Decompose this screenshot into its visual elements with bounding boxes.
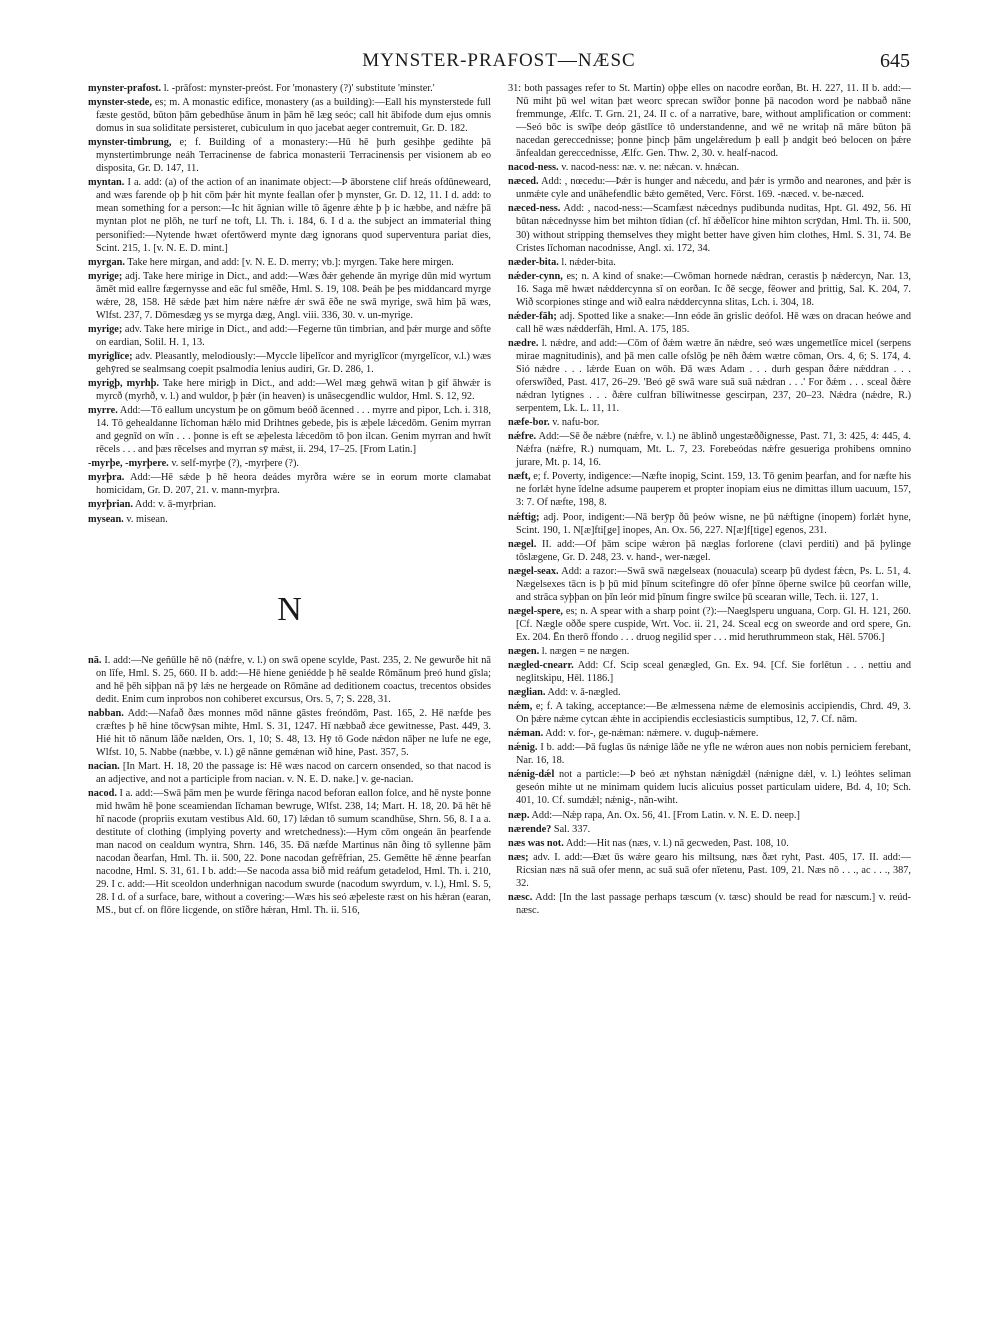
dictionary-entry [88, 760, 491, 786]
page-header [88, 50, 910, 76]
entry-headword: næfe-bor. [508, 417, 550, 429]
entry-headword: mynster-stede, [88, 97, 152, 109]
page-number: 645 [880, 50, 910, 72]
entry-headword: nægel-seax. [508, 565, 559, 577]
dictionary-entry [88, 96, 491, 135]
dictionary-entry [88, 270, 491, 322]
dictionary-entry [508, 891, 911, 917]
dictionary-entry [508, 337, 911, 415]
dictionary-entry [88, 82, 491, 95]
entry-headword: næsc. [508, 891, 533, 903]
entry-text: l. nǽdre, and add:—Cōm of ðǽm wætre ān nǽdre, seó wæs ungemetlīce micel (serpens mirae magnitudinis), and þā men calle ofslōg þe nēh ðǽm wætre cōman, Ors. 4, 6; S. 174, 4. Sió nǽdre . . . lǽrde Euan on wōh. Ðā wæs Adam . . . durh gespan ðǽre nǽddran . . . oferswīðed, Past. 417, 26–29. 'Beó gē swā ware suā suā nǽdran . . .' For ðǽm . . . sceal ðǽre nǽdran lytignes . . . ðǽre culfran bīliwitnesse gescirpan, 237, 20–23. Nǽdra (nǽdre, R.) serpentem, Lk. L. 11, 11. [516, 337, 911, 415]
entry-headword: næs was not. [508, 837, 564, 849]
entry-text: I a. add:—Swā þām men þe wurde fēringa nacod beforan eallon folce, and hē nyste þonne mid hwām hē þone sceamiendan līchaman bewruge, Wlfst. 238, 14; Mart. H. 18, 20. Þā hēt hē hī nacode (propriis exutam vestibus Ald. 60, 17) lǽdan tō sumum scandhūse, Shrn. 56, 8. I a a. destitute of clothing (implying poverty and wretchedness):—Hym cōm ongeán ān þearfende man nacod on cealdum wyntra, Shrn. 146, 35. Ðā næfde Martinus nān ðing tō syllenne þām nacodan ðearfan, Hml. Th. ii. 500, 22. Þone nacodan gefrēfrian, 25. Gemētte hē ǽnne þearfan nacodne, Hml. S. 31, 61. I b. add:—Se nacoda assa bið mid reáfum getadelod, Hml. Th. i. 210, 29. I c. add:—Hit sceoldon underhnigan nacodum swurde (nacodum swyrdum, v. l.), Hml. S. 5, 28. I d. of a surface, bare, without a covering:—Wæs his seó æþeleste ræst on his hǽran (earan, MS., but cf. on flōre licgende, on stīðre hǽran, Hml. Th. ii. 516, [96, 788, 491, 917]
right-column [508, 82, 911, 1327]
entry-headword: -myrþe, -myrþere. [88, 458, 169, 470]
entry-text: Add: , nœcedu:—Þǽr is hunger and nǽcedu, and þǽr is yrmðo and nearones, and þǽr is unmǽte cyle and unāhefendlic bǽto gemēted, Verc. Först. 169. -næced. v. be-næced. [516, 176, 911, 201]
entry-text: es; n. A kind of snake:—Cwōman hornede nǽdran, cerastis þ nǽdercyn, Nar. 13, 16. Saga mē hwæt nǽddercynna sī on eorðan. Ic ðē secge, fēower and þrittig, Sal. K. 204, 7. Wið scorpiones stinge and wið ealra nǽddercynna slitas, Lch. i. 304, 18. [516, 270, 911, 308]
dictionary-entry [88, 136, 491, 175]
dictionary-entry [508, 565, 911, 604]
entry-headword: nægel. [508, 538, 537, 550]
dictionary-entry [508, 768, 911, 807]
entry-headword: nǽm, [508, 701, 533, 713]
dictionary-entry [88, 404, 491, 456]
entry-headword: nacian. [88, 760, 120, 772]
dictionary-entry [508, 511, 911, 537]
entry-text: Add:—Sē ðe nǽbre (nǽfre, v. l.) ne āblinð ungestæððignesse, Past. 71, 3: 425, 4: 445, 4. Nǽfra (nǽfre, R.) numquam, Mt. L. 7, 23. Forebeódas nǽfre gesueriga prohibens omnino jurare, Mt. p. 14, 16. [516, 431, 911, 469]
dictionary-entry [508, 161, 911, 174]
dictionary-entry [508, 645, 911, 658]
entry-text: I. add:—Ne geñūlle hē nō (nǽfre, v. l.) on swā opene scylde, Past. 235, 2. Ne gewurðe hit nā on līfe, Hml. S. 25, 660. II b. add:—Hē hiene geniédde þ hē sealde Rōmānum þreó hund gīsla; and hē þēh siþþan nā þȳ lǽs ne hergeade on Rōmāne ad deditionem coactus, trecentos obsides dedit. Enim cum inprobos non cohiberet excursus, Ors. 5, 7; S. 228, 31. [96, 654, 491, 705]
entry-text: adv. Pleasantly, melodiously:—Myccle liþelīcor and myriglīcor (myrgelīcor, v.l.) wæs gehȳred se sealmsang coepit psalmodia lenius audiri, Gr. D. 286, 1. [96, 350, 491, 375]
entry-headword: nā. [88, 654, 102, 666]
entry-text: Add: Cf. Scip sceal genægled, Gn. Ex. 94. [Cf. Sie forlētun . . . nettiu and neglitskipu, Hēl. 1186.] [516, 660, 911, 685]
dictionary-entry [88, 707, 491, 759]
entry-headword: myrige; [88, 270, 123, 282]
entry-headword: nacod. [88, 788, 117, 800]
entry-text: l. -prāfost: mynster-preóst. For 'monastery (?)' substitute 'minster.' [163, 83, 435, 94]
entry-headword: myrþrian. [88, 499, 133, 511]
entry-text: adj. Take here mirige in Dict., and add:—Wæs ðǽr gehende ān myrige dūn mid wyrtum āmēt mid eallre fægernysse and eāc ful smēðe, Hml. S. 19, 108. Þeáh þe þes middancard myrge wǽre, 28, 158. Hē sǽde þæt him nǽre nǽfre ǽr swā ēðe ne swā myrige, swā him þā wæs, Wlfst. 237, 7. Dōmesdæg ys se myrga dæg, Angl. viii. 336, 30. v. un-myrige. [96, 270, 491, 321]
dictionary-entry [508, 256, 911, 269]
entry-headword: nærende? [508, 823, 552, 835]
section-letter: N [277, 590, 302, 628]
entry-headword: næced. [508, 176, 539, 188]
dictionary-entry [508, 175, 911, 201]
dictionary-entry [88, 513, 491, 526]
dictionary-entry [508, 82, 911, 160]
entry-text: adj. Poor, indigent:—Nā berȳp ðū þeów wisne, ne þū nǽftigne (inopem) forlǽt hyne, Scint. 190, 1. N[æ]fti[ge] inopes, An. Ox. 56, 227. N[æ]f[tige] egenos, 231. [516, 511, 911, 536]
dictionary-entry [88, 654, 491, 706]
entry-headword: mynster-prafost. [88, 83, 162, 94]
entry-headword: nabban. [88, 707, 124, 719]
entry-text: 31: both passages refer to St. Martin) oþþe elles on nacodre eorðan, Bt. H. 227, 11. II b. add:—Nū miht þū wel witan þæt weorc sprecan swīðor þonne þā nacodon word þe nabbað nāne fremmunge, Ælfc. T. Grn. 21, 24. II c. of a narrative, bare, without amplification or comment:—Seó bōc is swīþe deóp gāstlīce tō understandenne, and wē ne writaþ nā māre būton þā nacedan gereccednisse; þonne þincþ þām ungelǽredum þ eall þ andgit beó belocen on þǽre ānfealdan gereccednisse, Ælfc. Gen. Thw. 2, 30. v. healf-nacod. [508, 83, 911, 160]
dictionary-entry [88, 350, 491, 376]
entry-headword: nægel-spere, [508, 605, 564, 617]
dictionary-entry [508, 310, 911, 336]
entry-headword: myrige; [88, 323, 123, 335]
dictionary-entry [88, 457, 491, 470]
dictionary-entry [508, 686, 911, 699]
entry-text: adv. I. add:—Ðæt ūs wǽre gearo his miltsung, næs ðæt ryht, Past. 405, 17. II. add:—Ricsian næs nā suā ofer menn, ac suā suā ofer nīetenu, Past. 109, 21. Næs nō . . ., ac . . ., 387, 32. [516, 851, 911, 889]
dictionary-entry [88, 323, 491, 349]
entry-text: Take here mirigþ in Dict., and add:—Wel mæg gehwā witan þ gif āhwǽr is myrcð (myrhð, v. l.) and wuldor, þ þǽr (in heaven) is unāsecgendlic wuldor, Hml. S. 12, 92. [96, 378, 491, 403]
entry-text: Add:—Nafað ðæs monnes mōd nānne gāstes freóndōm, Past. 165, 2. Hē næfde þes cræftes þ hē hine tōcwȳsan mihte, Hml. S. 31, 1247. Hī næbbað ǽce gewitnesse, Past. 449, 3. Hié hit tō nānum lāðe nælden, Ors. 1, 10; S. 48, 13. Hȳ tō Gode nǽdon nāþer ne lufe ne ege, Wlfst. 10, 5. Nabbe (næbbe, v. l.) gē nānne gemǽnan wið hine, Past. 357, 5. [96, 707, 491, 758]
entry-headword: næglian. [508, 687, 546, 699]
entry-headword: nægled-cnearr. [508, 660, 574, 672]
entry-headword: næced-ness. [508, 203, 561, 215]
entry-text: not a particle:—Þ beó æt nȳhstan nǽnigdǽl (nǽnigne dǽl, v. l.) leóhtes seliman geseón mihte ut ne minimam quidem lucis alicuius posset particulam uidere, Bd. 4, 10; Sch. 401, 10. Cf. sumdǽl; nǽnig-, nān-wiht. [516, 769, 911, 807]
dictionary-entry [508, 727, 911, 740]
entry-headword: myriglīce; [88, 350, 133, 362]
entry-headword: næs; [508, 851, 529, 863]
entry-text: Add:—Hit nas (næs, v. l.) nā gecweden, Past. 108, 10. [565, 837, 789, 849]
dictionary-entry [508, 700, 911, 726]
entry-text: v. self-myrþe (?), -myrþere (?). [171, 458, 300, 470]
entry-headword: næp. [508, 809, 530, 821]
entry-text: es; m. A monastic edifice, monastery (as a building):—Eall his mynsterstede full fæste gestōd, būton þām gebedhūse ānum in þām hē læg seóc; call hit ābifode dum ejus omnis domus in sua soliditate persisteret, cubiculum in quo jacebat aeger contremuit, Gr. D. 182. [96, 97, 491, 135]
dictionary-entry [508, 416, 911, 429]
dictionary-entry [508, 605, 911, 644]
entry-text: adv. Take here mirige in Dict., and add:—Fegerne tūn timbrian, and þǽr murge and sōfte on eardian, Solil. H. 1, 13. [96, 323, 491, 348]
dictionary-entry [508, 659, 911, 685]
entry-headword: nǽder-fāh; [508, 310, 557, 322]
running-head: MYNSTER-PRAFOST—NÆSC [362, 50, 636, 71]
entry-text: Take here mirgan, and add: [v. N. E. D. merry; vb.]: myrgen. Take here mirgen. [127, 256, 454, 268]
entry-headword: myrigþ, myrhþ. [88, 378, 159, 390]
dictionary-entry [88, 176, 491, 254]
entry-text: v. nafu-bor. [552, 417, 600, 429]
dictionary-entry [508, 851, 911, 890]
entry-text: Add: , nacod-ness:—Scamfæst nǽcednys pudibunda nuditas, Hpt. Gl. 492, 56. Hī būtan nǽcednysse him bet mihton tīdian (cf. hī ǽðelīcor hine mihton scrȳdan, Hml. Th. ii. 500, 30) without stripping themselves they might better have given him clothes, Hml. S. 31, 74. Be Cristes līchoman nacodnisse, Angl. xi. 172, 34. [516, 203, 911, 254]
entry-text: Add: a razor:—Swā swā nægelseax (nouacula) scearp þū dydest fǽcn, Ps. L. 51, 4. Nægelsexes tācn is þ þū mid þīnum scitefingre dō ofer þīnne ōþerne swilce þū ceorfan wille, and strāca syþþan on þīn leór mid þīnum fingre swilce þū scearan wille, Tech. ii. 127, 1. [516, 565, 911, 603]
entry-text: Add:—Hē sǽde þ hē heora deádes myrðra wǽre se in eorum morte clamabat homicidam, Gr. D. 207, 21. v. mann-myrþra. [96, 472, 491, 497]
entry-text: I b. add:—Þā fuglas ūs nǽnige lāðe ne yfle ne wǽron aues non nobis perniciem ferebant, Nar. 16, 18. [516, 742, 911, 767]
dictionary-entry [508, 202, 911, 254]
dictionary-entry [508, 809, 911, 822]
entry-text: l. nægen = ne nægen. [541, 645, 630, 657]
dictionary-entry [508, 741, 911, 767]
entry-headword: nacod-ness. [508, 162, 559, 174]
dictionary-entry [88, 787, 491, 917]
dictionary-entry [508, 837, 911, 850]
entry-text: II. add:—Of þām scipe wǽron þā næglas forlorene (clavi perditi) and þā þylinge tōslægene, Gr. D. 248, 23. v. hand-, wer-nægel. [516, 538, 911, 563]
entry-text: Add: v. ā-myrþrian. [134, 499, 217, 511]
entry-headword: myrþra. [88, 472, 125, 484]
dictionary-entry [508, 538, 911, 564]
entry-text: adj. Spotted like a snake:—Inn eóde ān grislic deófol. Hē wæs on dracan heówe and call hē wæs nǽdderfāh, Hml. A. 175, 185. [516, 310, 911, 335]
entry-headword: nægen. [508, 645, 540, 657]
dictionary-entry [508, 270, 911, 309]
entry-headword: næder-bita. [508, 256, 559, 268]
entry-headword: nǽfre. [508, 431, 537, 443]
left-column [88, 82, 491, 1327]
entry-headword: nædre. [508, 337, 539, 349]
entry-text: Add:—Nǽp rapa, An. Ox. 56, 41. [From Latin. v. N. E. D. neep.] [531, 809, 800, 821]
entry-headword: myntan. [88, 177, 125, 189]
entry-headword: myrgan. [88, 256, 125, 268]
dictionary-entry [88, 256, 491, 269]
entry-text: Add: v. for-, ge-nǽman: nǽmere. v. duguþ-nǽmere. [545, 728, 759, 740]
entry-headword: nǽman. [508, 728, 544, 740]
entry-text: es; n. A spear with a sharp point (?):—Naeglsperu unguana, Corp. Gl. H. 121, 260. [Cf. Nægle oððe spere cuspide, Wrt. Voc. ii. 21, 24. Sceal ecg on sweorde and ord spere, Gn. Ex. 204. Ēn therō ffondo . . . druog negilid sper . . . mid heruthrummeon stak, Hēl. 5706.] [516, 605, 911, 643]
dictionary-entry [508, 823, 911, 836]
entry-text: Add:—Tō eallum uncystum þe on gōmum beóð ācenned . . . myrre and pipor, Lch. i. 318, 14. Tō gehealdanne līchoman hǽlo mid Drihtnes gebede, þis is æþele lǽcedōm. Genim myrran and gegnīd on wīn . . . þonne is eft se æþelesta lǽcedōm tō þon ilcan. Genim myrran and hwīt rēcels . . . and þæs rēcelses and myrran sȳ mǽst, ii. 294, 17–25. [From Latin.] [96, 405, 491, 456]
entry-text: l. nǽder-bita. [561, 256, 616, 268]
dictionary-entry [508, 430, 911, 469]
entry-text: Add: v. ā-nægled. [547, 687, 621, 699]
entry-headword: næft, [508, 471, 531, 483]
dictionary-entry [508, 470, 911, 509]
entry-headword: nǽnig-dǽl [508, 769, 555, 781]
dictionary-entry [88, 471, 491, 497]
entry-headword: mysean. [88, 513, 124, 525]
entry-headword: nǽftig; [508, 511, 540, 523]
entry-text: I a. add: (a) of the action of an inanimate object:—Þ āborstene clif hreás ofdūneweard, and wæs farende oþ þ hit cōm þǽr hit mynte feallan ofer þ mynster, Gr. D. 12, 11. I d. add: to mean something for a person:—Ic hit āgnian wille tō āgenre ǽhte þ þ ic hæbbe, and nǽfre þā myntan plot ne plōh, ne turf ne toft, Ll. Th. i. 184, 6. I d a. the subject an immaterial thing personified:—Nytende hwæt ofertōwerd mynte dæg ignorans quod superventura pariat dies, Scint. 215, 1. [v. N. E. D. mint.] [96, 177, 491, 254]
entry-headword: nǽnig. [508, 742, 538, 754]
entry-headword: myrre. [88, 405, 118, 417]
entry-headword: mynster-timbrung, [88, 137, 172, 149]
entry-text: Add: [In the last passage perhaps tæscum (v. tæsc) should be read for næscum.] v. reúd-næsc. [516, 891, 911, 916]
entry-text: e; f. Poverty, indigence:—Næfte inopig, Scint. 159, 13. Tō genim þearfan, and for næfte his ne forlǽt hyne īdelne adsume pauperem et propter inopiam eius ne dimittas illum uacuum, 157, 3: 7. Of næfte, 198, 8. [516, 471, 911, 509]
entry-headword: nǽder-cynn, [508, 270, 563, 282]
entry-text: [In Mart. H. 18, 20 the passage is: Hē wæs nacod on carcern onsended, so that nacod is an adjective, and not a participle from nacian. v. N. E. D. nake.] v. ge-nacian. [96, 760, 491, 785]
entry-text: v. misean. [126, 513, 168, 525]
entry-text: e; f. A taking, acceptance:—Be ælmessena nǽme de elemosinis accipiendis, Chrd. 49, 3. On þǽre nǽme cytcan ǽhte in accipiendis ecclesiasticis sumptibus, 12, 7. Cf. nām. [516, 701, 911, 726]
dictionary-entry [88, 377, 491, 403]
entry-text: Sal. 337. [553, 823, 591, 835]
dictionary-entry [88, 498, 491, 511]
entry-text: e; f. Building of a monastery:—Hū hē þurh gesihþe gedihte þā mynstertimbrunge neáh Terracinense de fabrica monasterii Terracinensis per visionem ab eo disposita, Gr. D. 147, 11. [96, 137, 491, 175]
entry-text: v. nacod-ness: næ. v. ne: nǽcan. v. hnǽcan. [561, 162, 740, 174]
